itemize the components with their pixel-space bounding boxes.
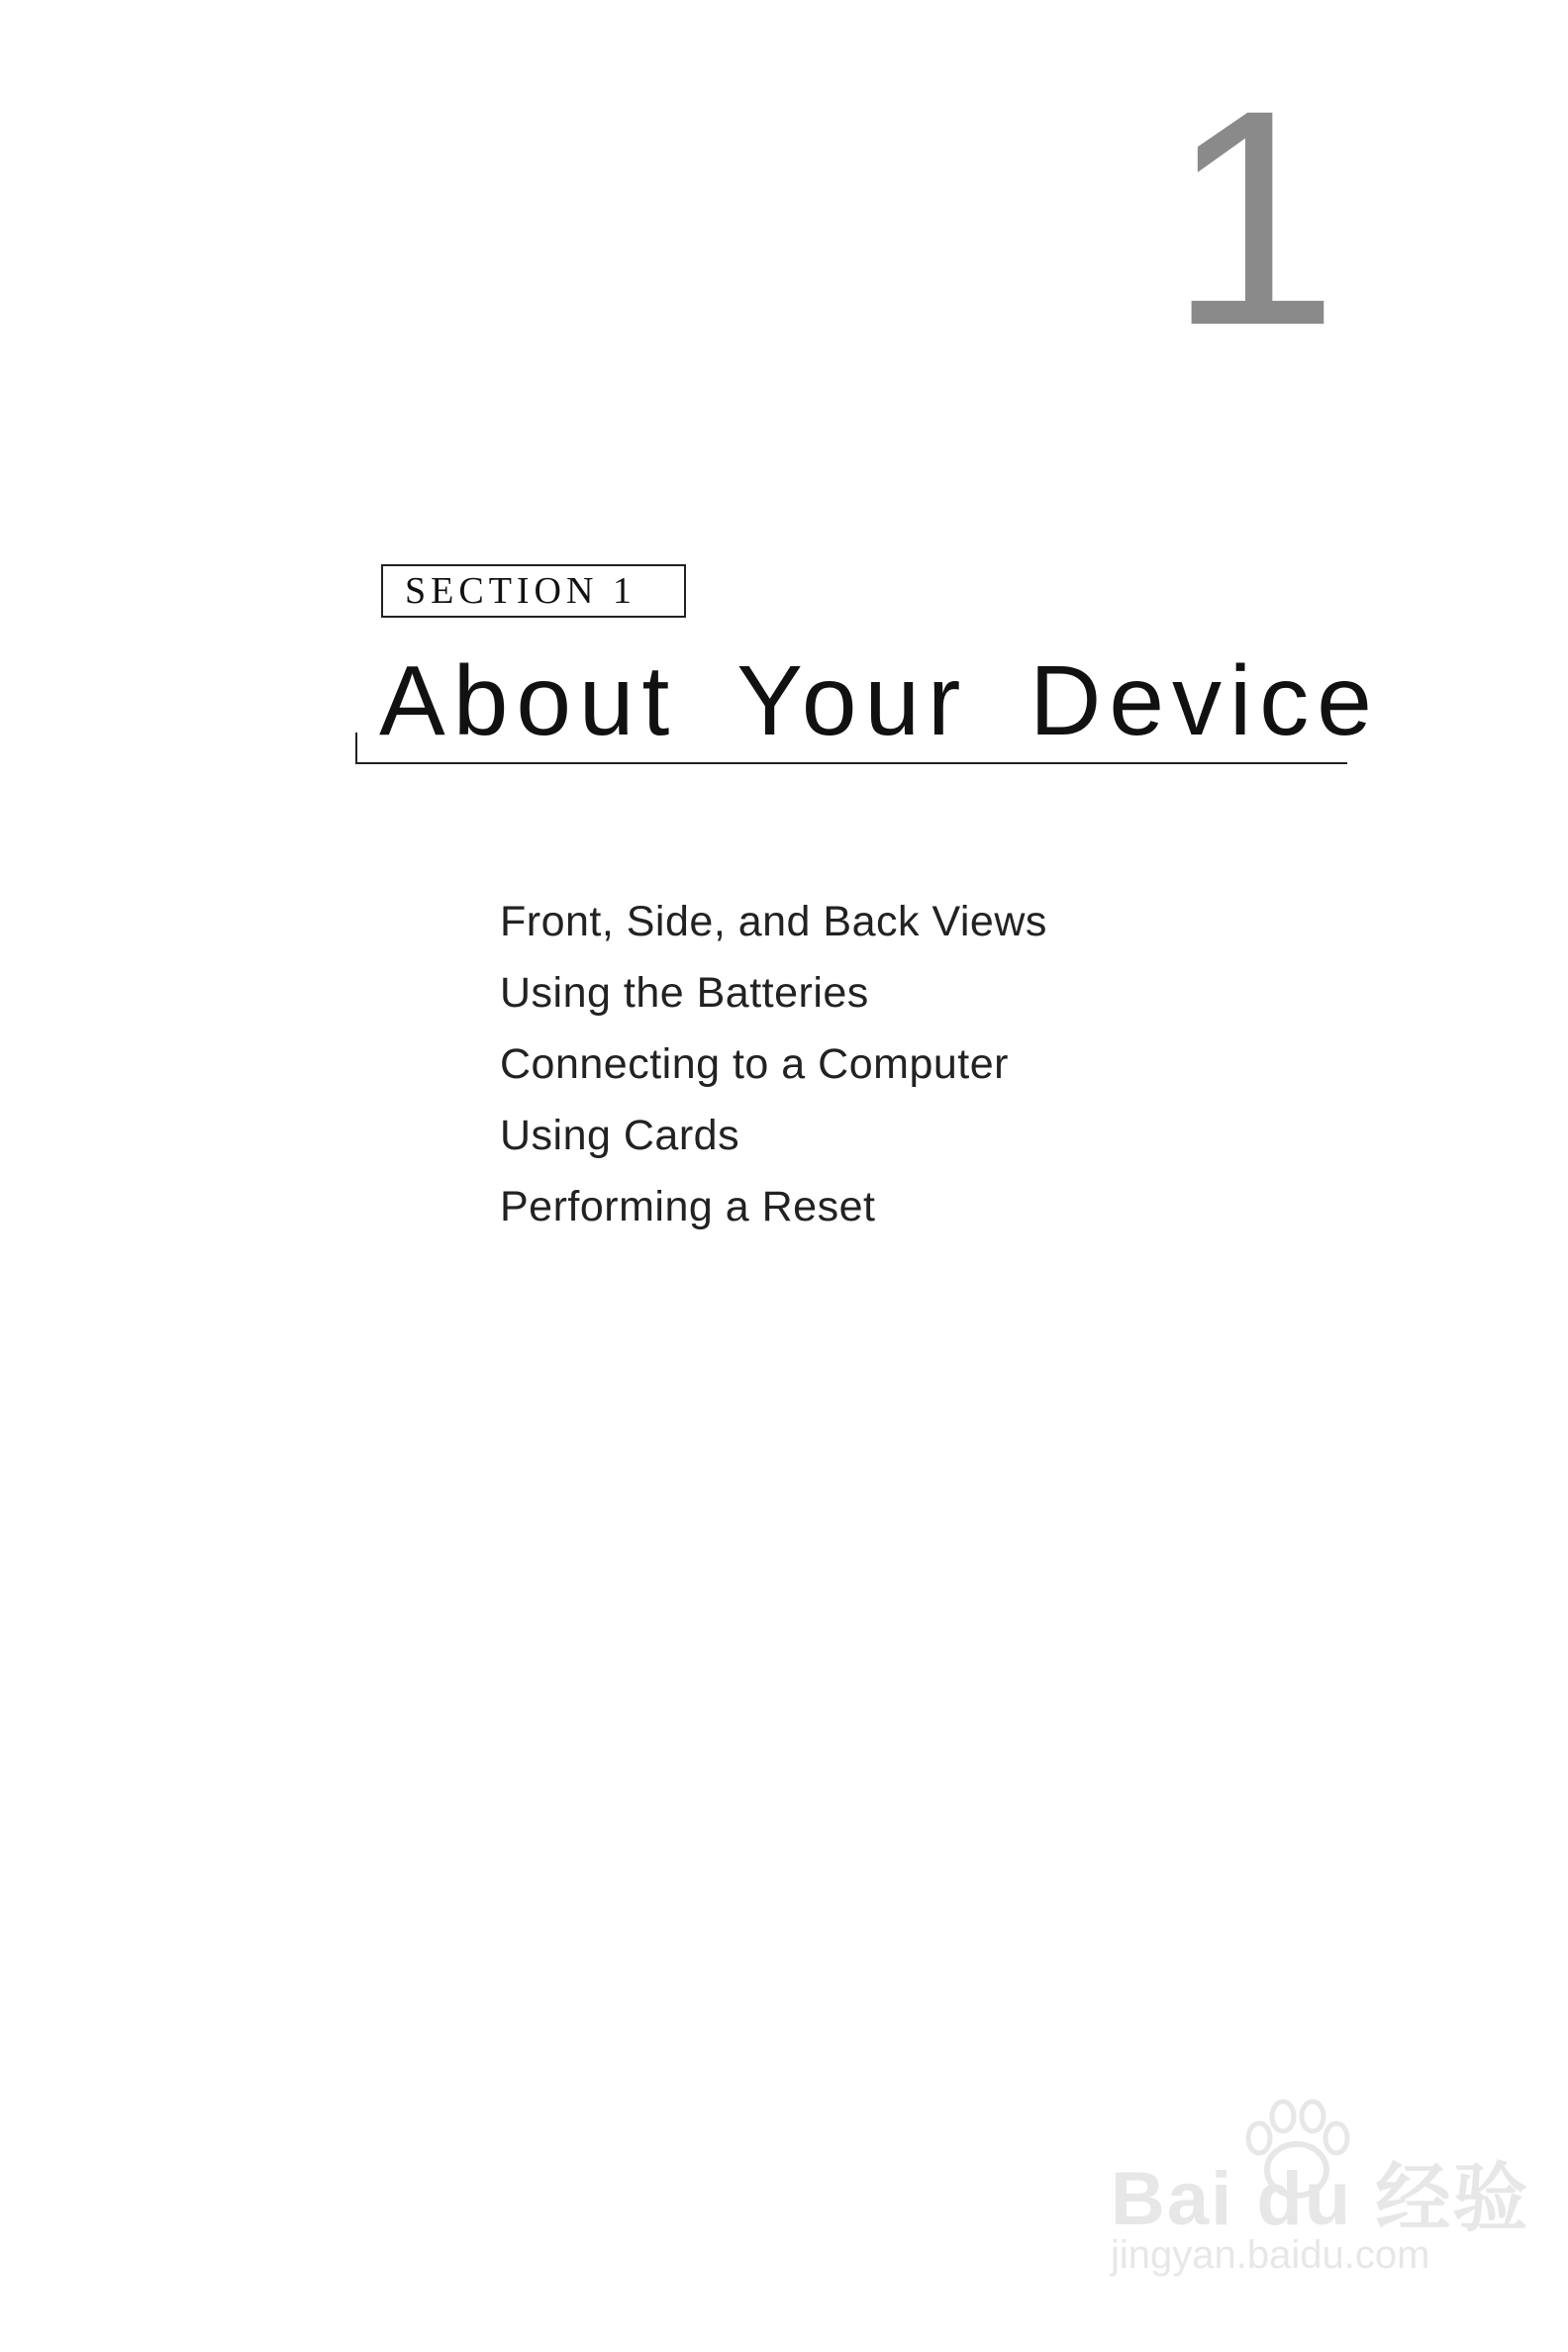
section-label-box <box>381 564 686 618</box>
contents-item: Connecting to a Computer <box>500 1040 1009 1088</box>
section-title: About Your Device <box>379 645 1380 756</box>
watermark-url: jingyan.baidu.com <box>1111 2233 1430 2277</box>
contents-item: Using Cards <box>500 1112 740 1159</box>
watermark-logo: Bai du 经验 <box>1111 2157 1530 2241</box>
watermark <box>1099 2099 1530 2297</box>
section-label: SECTION 1 <box>405 570 637 612</box>
contents-item: Using the Batteries <box>500 969 869 1017</box>
title-rule-tick <box>355 733 357 764</box>
title-rule <box>355 762 1347 764</box>
contents-list <box>500 886 1047 1242</box>
chapter-number: 1 <box>1168 46 1339 389</box>
contents-item: Performing a Reset <box>500 1183 876 1230</box>
contents-item: Front, Side, and Back Views <box>500 898 1047 945</box>
